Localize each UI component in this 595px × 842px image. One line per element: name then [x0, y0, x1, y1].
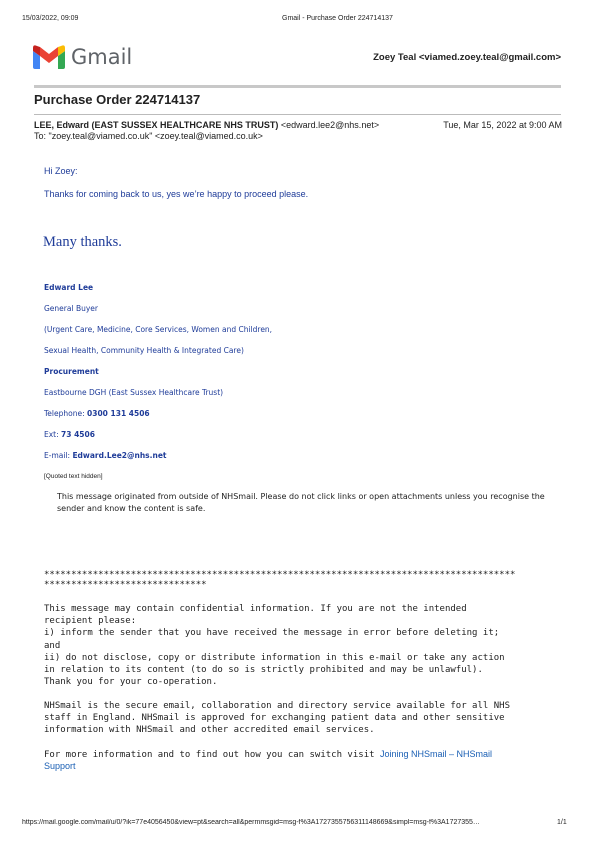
disclaimer-stars-1: *************************************************************************************** [44, 570, 516, 580]
gmail-logo[interactable] [33, 44, 133, 70]
joining-nhsmail-link-cont[interactable]: Support [44, 761, 76, 771]
signature-email: E-mail: Edward.Lee2@nhs.net [44, 451, 167, 460]
sender-name: LEE, Edward (EAST SUSSEX HEALTHCARE NHS TRUST) [34, 120, 279, 130]
signature-department: Procurement [44, 367, 99, 376]
body-text: Thanks for coming back to us, yes we’re happy to proceed please. [44, 189, 309, 199]
greeting: Hi Zoey: [44, 166, 78, 176]
disclaimer-link-line-2 [44, 760, 76, 773]
external-warning: This message originated from outside of NHSmail. Please do not click links or open attachments unless you recognise the sender and know the content is safe. [57, 492, 545, 513]
header-divider [34, 85, 561, 88]
sender [34, 120, 379, 130]
recipient: To: "zoey.teal@viamed.co.uk" <zoey.teal@viamed.co.uk> [34, 131, 263, 141]
joining-nhsmail-link[interactable]: Joining NHSmail – NHSmail [379, 749, 492, 759]
print-datetime: 15/03/2022, 09:09 [22, 15, 79, 22]
email-subject: Purchase Order 224714137 [34, 92, 201, 107]
gmail-m-icon [33, 45, 65, 69]
sign-off: Many thanks. [43, 234, 122, 250]
signature-areas-2: Sexual Health, Community Health & Integrated Care) [44, 346, 244, 355]
signature-name: Edward Lee [44, 283, 94, 292]
print-page-number: 1/1 [557, 819, 567, 826]
disclaimer-nhsmail: NHSmail is the secure email, collaboration and directory service available for all NHS staff in England. NHSmail is approved for exchanging patient data and other sensitive information with NHSmail and other accredited email services. [44, 701, 510, 736]
disclaimer-more-info: For more information and to find out how you can switch visit Joining NHSmail – NHSmail [44, 749, 492, 760]
disclaimer-stars-2: ****************************** [44, 580, 207, 590]
signature-site: Eastbourne DGH (East Sussex Healthcare Trust) [44, 388, 224, 397]
signature-telephone: Telephone: 0300 131 4506 [44, 409, 150, 418]
signature-extension: Ext: 73 4506 [44, 430, 95, 439]
print-url: https://mail.google.com/mail/u/0/?ik=77e4056450&view=pt&search=all&permmsgid=msg-f%3A1727355756311148669&simpl=msg-f%3A1727355… [22, 819, 480, 826]
signature-role: General Buyer [44, 304, 98, 313]
signature-email-link[interactable]: Edward.Lee2@nhs.net [72, 451, 167, 460]
subject-divider [34, 114, 561, 115]
account-label: Zoey Teal <viamed.zoey.teal@gmail.com> [373, 52, 561, 63]
disclaimer-confidential: This message may contain confidential information. If you are not the intended recipient please: i) inform the sender that you have received the message in error before deleting it; and ii) do not disclose, copy or distribute information in this e-mail or take any action in relation to its content (to do so is strictly prohibited and may be unlawful). Thank you for your co-operation. [44, 604, 505, 688]
sender-email: <edward.lee2@nhs.net> [280, 120, 380, 130]
signature-areas-1: (Urgent Care, Medicine, Core Services, Women and Children, [44, 325, 273, 334]
print-page-title: Gmail - Purchase Order 224714137 [282, 15, 393, 22]
gmail-wordmark: Gmail [71, 45, 133, 69]
message-date: Tue, Mar 15, 2022 at 9:00 AM [443, 120, 562, 130]
quoted-text-toggle[interactable]: [Quoted text hidden] [44, 473, 103, 480]
